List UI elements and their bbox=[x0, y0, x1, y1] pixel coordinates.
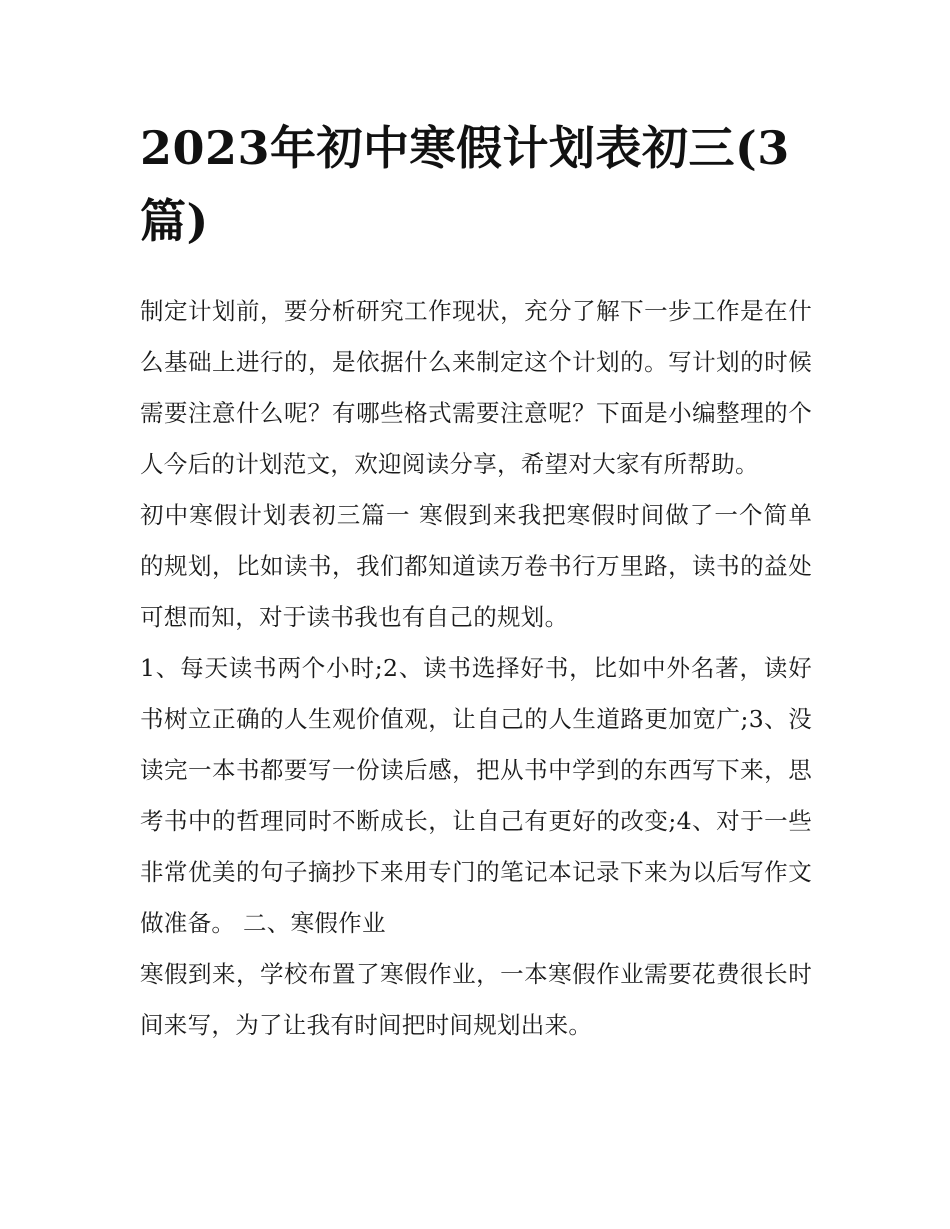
reading-plan-paragraph: 1、每天读书两个小时;2、读书选择好书，比如中外名著，读好书树立正确的人生观价值观，让自己的人生道路更加宽广;3、没读完一本书都要写一份读后感，把从书中学到的东西写下来，思考书中的哲理同时不断成长，让自己有更好的改变;4、对于一些非常优美的句子摘抄下来用专门的笔记本记录下来为以后写作文做准备。 二、寒假作业 bbox=[140, 654, 812, 937]
section-one-paragraph: 初中寒假计划表初三篇一 寒假到来我把寒假时间做了一个简单的规划，比如读书，我们都知道读万卷书行万里路，读书的益处可想而知，对于读书我也有自己的规划。 bbox=[140, 501, 812, 631]
document-title: 2023年初中寒假计划表初三(3篇) bbox=[140, 121, 790, 248]
homework-paragraph: 寒假到来，学校布置了寒假作业，一本寒假作业需要花费很长时间来写，为了让我有时间把时间规划出来。 bbox=[140, 960, 812, 1039]
document-body bbox=[140, 286, 812, 1051]
intro-paragraph: 制定计划前，要分析研究工作现状，充分了解下一步工作是在什么基础上进行的，是依据什么来制定这个计划的。写计划的时候需要注意什么呢？有哪些格式需要注意呢？下面是小编整理的个人今后的计划范文，欢迎阅读分享，希望对大家有所帮助。 bbox=[140, 297, 812, 478]
document-page bbox=[140, 112, 812, 1051]
